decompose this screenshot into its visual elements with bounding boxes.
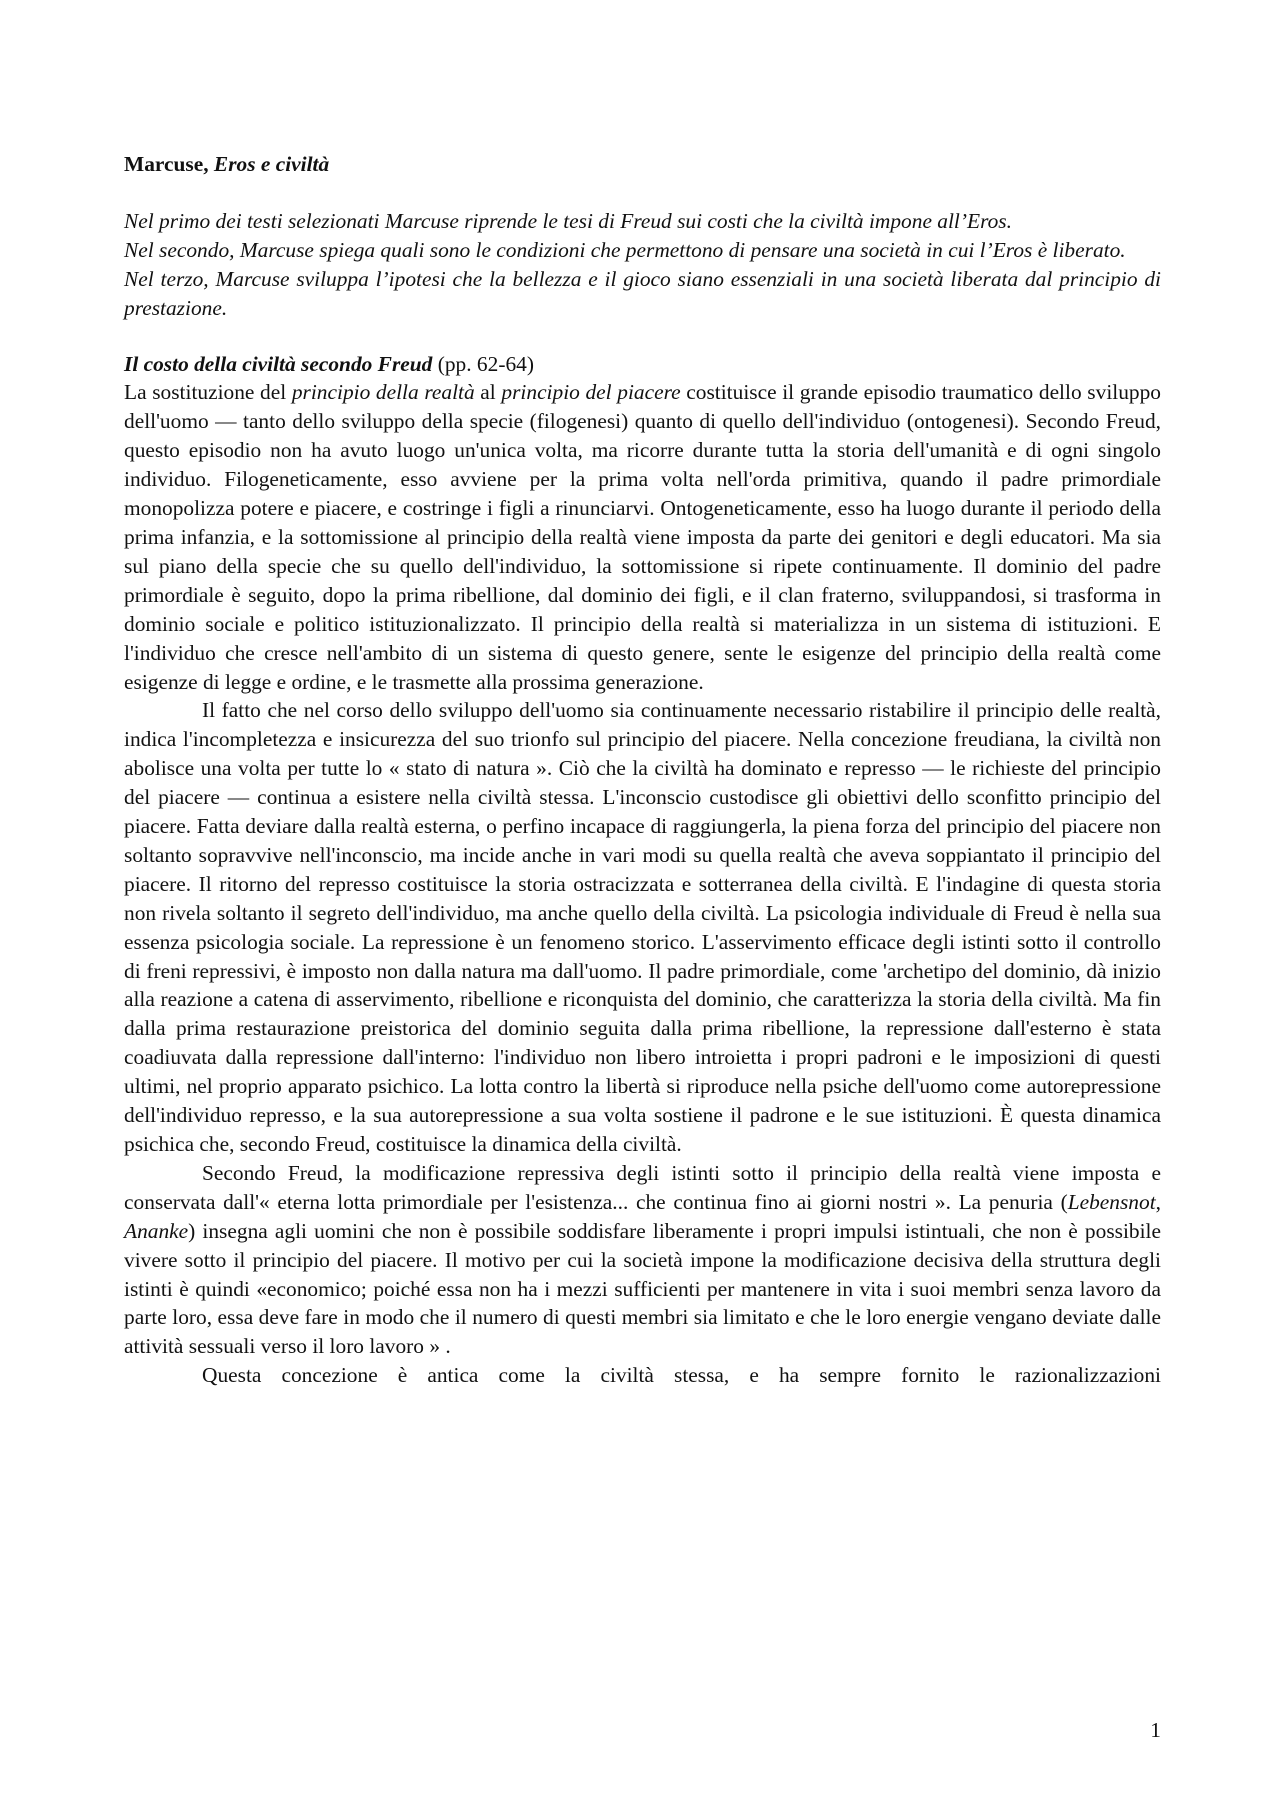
body-paragraph-1 [124,378,1161,696]
intro-block [124,207,1161,323]
document-page [124,150,1161,1390]
p3-text-e: ) insegna agli uomini che non è possibile soddisfare liberamente i propri impulsi istintuali, che non è possibile vivere sotto il principio del piacere. Il motivo per cui la società impone la modificazione decisiva della struttura degli istinti è quindi «economico; poiché essa non ha i mezzi sufficienti per mantenere in vita i suoi membri senza lavoro da parte loro, essa deve fare in modo che il numero di questi membri sia limitato e che le loro energie vengano deviate dalle attività sessuali verso il loro lavoro » . [124,1218,1161,1359]
title-work: Eros e civiltà [213,152,330,176]
body-text [124,378,1161,1390]
page-number: 1 [1150,1718,1161,1742]
body-paragraph-2: Il fatto che nel corso dello sviluppo dell'uomo sia continuamente necessario ristabilire il principio delle realtà, indica l'incompletezza e insicurezza del suo trionfo sul principio del piacere. Nella concezione freudiana, la civiltà non abolisce una volta per tutte lo « stato di natura ». Ciò che la civiltà ha dominato e represso — le richieste del principio del piacere — continua a esistere nella civiltà stessa. L'inconscio custodisce gli obiettivi dello sconfitto principio del piacere. Fatta deviare dalla realtà esterna, o perfino incapace di raggiungerla, la piena forza del principio del piacere non soltanto sopravvive nell'inconscio, ma incide anche in vari modi su quella realtà che aveva soppiantato il principio del piacere. Il ritorno del represso costituisce la storia ostracizzata e sotterranea della civiltà. E l'indagine di questa storia non rivela soltanto il segreto dell'individuo, ma anche quello della civiltà. La psicologia individuale di Freud è nella sua essenza psicologia sociale. La repressione è un fenomeno storico. L'asservimento efficace degli istinti sotto il controllo di freni repressivi, è imposto non dalla natura ma dall'uomo. Il padre primordiale, come 'archetipo del dominio, dà inizio alla reazione a catena di asservimento, ribellione e riconquista del dominio, che caratterizza la storia della civiltà. Ma fin dalla prima restaurazione preistorica del dominio seguita dalla prima ribellione, la repressione dall'esterno è stata coadiuvata dalla repressione dall'interno: l'individuo non libero introietta i propri padroni e le imposizioni di questi ultimi, nel proprio apparato psichico. La lotta contro la libertà si riproduce nella psiche dell'uomo come autorepressione dell'individuo represso, e la sua autorepressione a sua volta sostiene il padrone e le sue istituzioni. È questa dinamica psichica che, secondo Freud, costituisce la dinamica della civiltà. [124,698,1161,1156]
p3-text-c: , [1155,1189,1161,1214]
p3-emphasis-lebensnot: Lebensnot [1067,1189,1156,1214]
section-title: Il costo della civiltà secondo Freud [124,351,433,376]
section-heading [124,350,1161,379]
p1-emphasis-reality-principle: principio della realtà [291,380,475,405]
body-paragraph-3 [124,1159,1161,1361]
intro-paragraph-2: Nel secondo, Marcuse spiega quali sono le condizioni che permettono di pensare una società in cui l’Eros è liberato. [124,237,1126,262]
p1-text-c: al [474,380,502,405]
p1-emphasis-pleasure-principle: principio del piacere [501,380,681,405]
body-paragraph-4: Questa concezione è antica come la civiltà stessa, e ha sempre fornito le razionalizzazioni [202,1363,1161,1388]
title-author: Marcuse, [124,152,209,176]
intro-paragraph-1: Nel primo dei testi selezionati Marcuse riprende le tesi di Freud sui costi che la civiltà impone all’Eros. [124,208,1012,233]
section-pages: (pp. 62-64) [437,351,534,376]
document-title [124,150,1161,179]
intro-paragraph-3: Nel terzo, Marcuse sviluppa l’ipotesi che la bellezza e il gioco siano essenziali in una società liberata dal principio di prestazione. [124,266,1161,320]
p1-text-e: costituisce il grande episodio traumatico dello sviluppo dell'uomo — tanto dello sviluppo della specie (filogenesi) quanto di quello dell'individuo (ontogenesi). Secondo Freud, questo episodio non ha avuto luogo un'unica volta, ma ricorre durante tutta la storia dell'umanità e di ogni singolo individuo. Filogeneticamente, esso avviene per la prima volta nell'orda primitiva, quando il padre primordiale monopolizza potere e piacere, e costringe i figli a rinunciarvi. Ontogeneticamente, esso ha luogo durante il periodo della prima infanzia, e la sottomissione al principio della realtà viene imposta da parte dei genitori e degli educatori. Ma sia sul piano della specie che su quello dell'individuo, la sottomissione si ripete continuamente. Il dominio del padre primordiale è seguito, dopo la prima ribellione, dal dominio dei figli, e il clan fraterno, sviluppandosi, si trasforma in dominio sociale e politico istituzionalizzato. Il principio della realtà si materializza in un sistema di istituzioni. E l'individuo che cresce nell'ambito di un sistema di questo genere, sente le esigenze del principio della realtà come esigenze di legge e ordine, e le trasmette alla prossima generazione. [124,380,1161,694]
p3-emphasis-ananke: Ananke [124,1218,189,1243]
p3-text-a: Secondo Freud, la modificazione repressiva degli istinti sotto il principio della realtà viene imposta e conservata dall'« eterna lotta primordiale per l'esistenza... che continua fino ai giorni nostri ». La penuria ( [124,1160,1161,1214]
p1-text-a: La sostituzione del [124,380,292,405]
